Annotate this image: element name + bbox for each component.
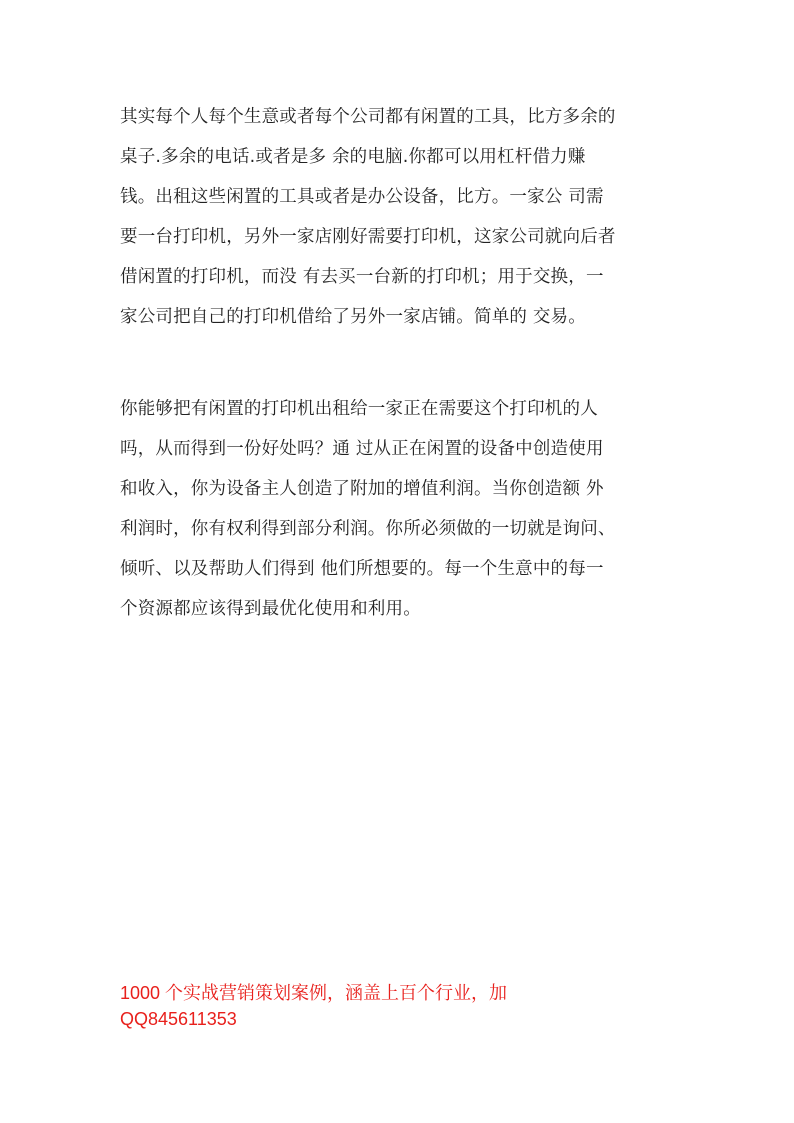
paragraph-line: 利润时，你有权利得到部分利润。你所必须做的一切就是询问、 xyxy=(120,519,616,539)
paragraph-line: 和收入，你为设备主人创造了附加的增值利润。当你创造额 外 xyxy=(120,479,604,499)
paragraph-line: 你能够把有闲置的打印机出租给一家正在需要这个打印机的人 xyxy=(120,399,598,419)
paragraph-line: 倾听、以及帮助人们得到 他们所想要的。每一个生意中的每一 xyxy=(120,559,604,579)
paragraph-line: 个资源都应该得到最优化使用和利用。 xyxy=(120,599,421,619)
paragraph-line: 要一台打印机，另外一家店刚好需要打印机，这家公司就向后者 xyxy=(120,227,616,247)
paragraph-line: 钱。出租这些闲置的工具或者是办公设备，比方。一家公 司需 xyxy=(120,187,604,207)
paragraph-line: 其实每个人每个生意或者每个公司都有闲置的工具，比方多余的 xyxy=(120,107,616,127)
paragraph-line: 吗，从而得到一份好处吗？通 过从正在闲置的设备中创造使用 xyxy=(120,439,604,459)
paragraph-line: 家公司把自己的打印机借给了另外一家店铺。简单的 交易。 xyxy=(120,307,586,327)
promo-qq-number: QQ845611353 xyxy=(120,1009,237,1029)
paragraph-line: 借闲置的打印机，而没 有去买一台新的打印机；用于交换，一 xyxy=(120,267,604,287)
paragraph-line: 桌子.多余的电话.或者是多 余的电脑.你都可以用杠杆借力赚 xyxy=(120,147,586,167)
promo-line: 1000 个实战营销策划案例，涵盖上百个行业，加 xyxy=(120,983,508,1003)
